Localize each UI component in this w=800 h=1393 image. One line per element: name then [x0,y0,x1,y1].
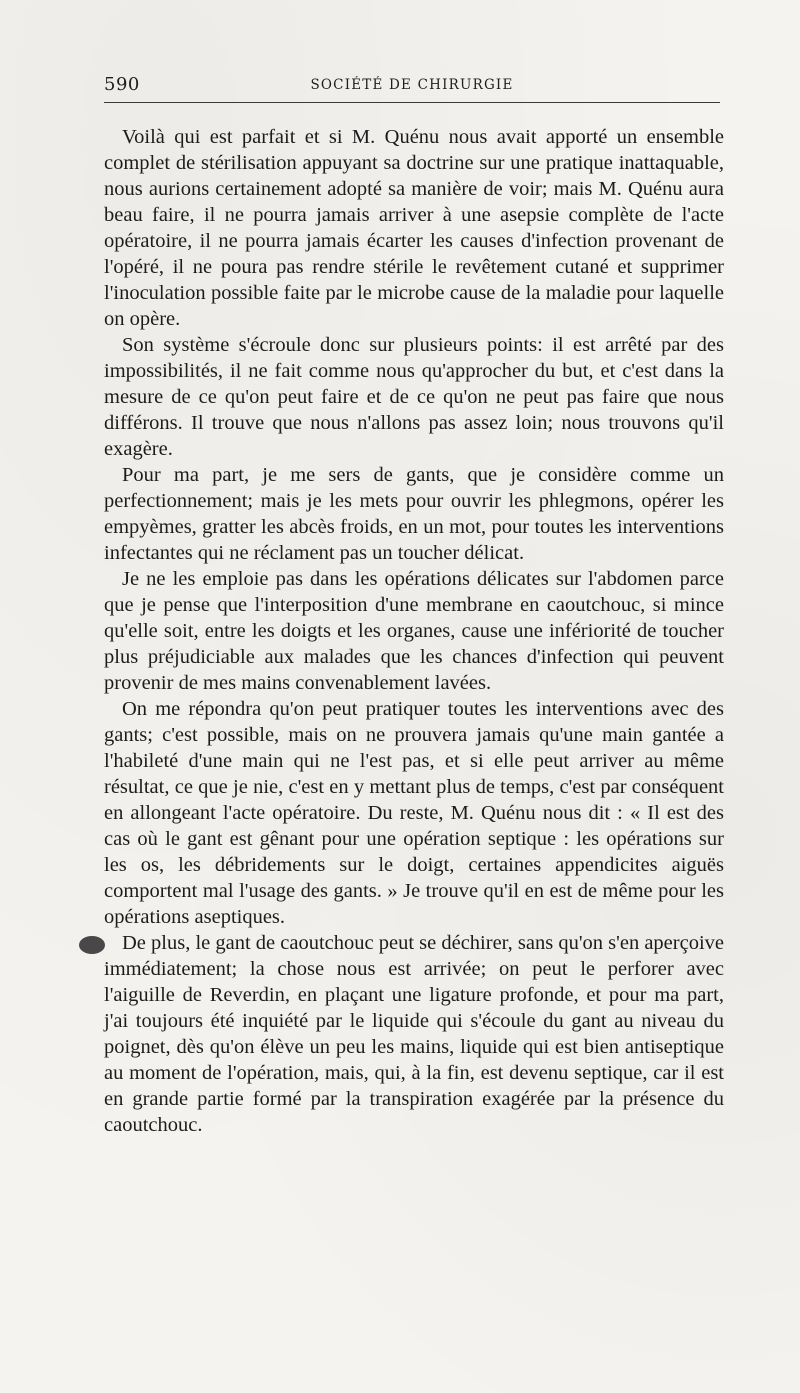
paragraph-2: Son système s'écroule donc sur plusieurs points: il est arrêté par des impossibilités, il ne fait comme nous qu'approcher du but, et c'est dans la mesure de ce qu'on peut faire et de ce qu'on ne peut pas faire que nous différons. Il trouve que nous n'allons pas assez loin; nous trouvons qu'il exagère. [104,334,724,460]
paragraph-4: Je ne les emploie pas dans les opérations délicates sur l'abdomen parce que je pense que l'interposition d'une membrane en caoutchouc, si mince qu'elle soit, entre les doigts et les organes, cause une infériorité de toucher plus préjudiciable aux malades que les chances d'infection qui peuvent provenir de mes mains convenablement lavées. [104,568,724,694]
ink-blot-mark [79,936,105,954]
page-number: 590 [104,74,140,95]
paragraph-5: On me répondra qu'on peut pratiquer toutes les interventions avec des gants; c'est possible, mais on ne prouvera jamais qu'une main gantée a l'habileté d'une main qui ne l'est pas, et si elle peut arriver au même résultat, ce que je nie, c'est en y mettant plus de temps, c'est par conséquent en allongeant l'acte opératoire. Du reste, M. Quénu nous dit : « Il est des cas où le gant est gênant pour une opération septique : les opérations sur les os, les débridements sur le doigt, certaines appendicites aiguës comportent mal l'usage des gants. » Je trouve qu'il en est de même pour les opérations aseptiques. [104,698,724,928]
paragraph-1: Voilà qui est parfait et si M. Quénu nous avait apporté un ensemble complet de stérilisation appuyant sa doctrine sur une pratique inattaquable, nous aurions certainement adopté sa manière de voir; mais M. Quénu aura beau faire, il ne pourra jamais arriver à une asepsie complète de l'acte opératoire, il ne pourra jamais écarter les causes d'infection provenant de l'opéré, il ne poura pas rendre stérile le revêtement cutané et supprimer l'inoculation possible faite par le microbe cause de la maladie pour laquelle on opère. [104,126,724,330]
paragraph-6: De plus, le gant de caoutchouc peut se déchirer, sans qu'on s'en aperçoive immédiatement; la chose nous est arrivée; on peut le perforer avec l'aiguille de Reverdin, en plaçant une ligature profonde, et pour ma part, j'ai toujours été inquiété par le liquide qui s'écoule du gant au niveau du poignet, dès qu'on élève un peu les mains, liquide qui est bien antiseptique au moment de l'opération, mais, qui, à la fin, est devenu septique, car il est en grande partie formé par la transpiration exagérée par la présence du caoutchouc. [104,932,724,1136]
body-text [104,124,724,1138]
running-title: SOCIÉTÉ DE CHIRURGIE [310,77,514,93]
paragraph-3: Pour ma part, je me sers de gants, que je considère comme un perfectionnement; mais je les mets pour ouvrir les phlegmons, opérer les empyèmes, gratter les abcès froids, en un mot, pour toutes les interventions infectantes qui ne réclament pas un toucher délicat. [104,464,724,564]
page-header [104,70,720,103]
